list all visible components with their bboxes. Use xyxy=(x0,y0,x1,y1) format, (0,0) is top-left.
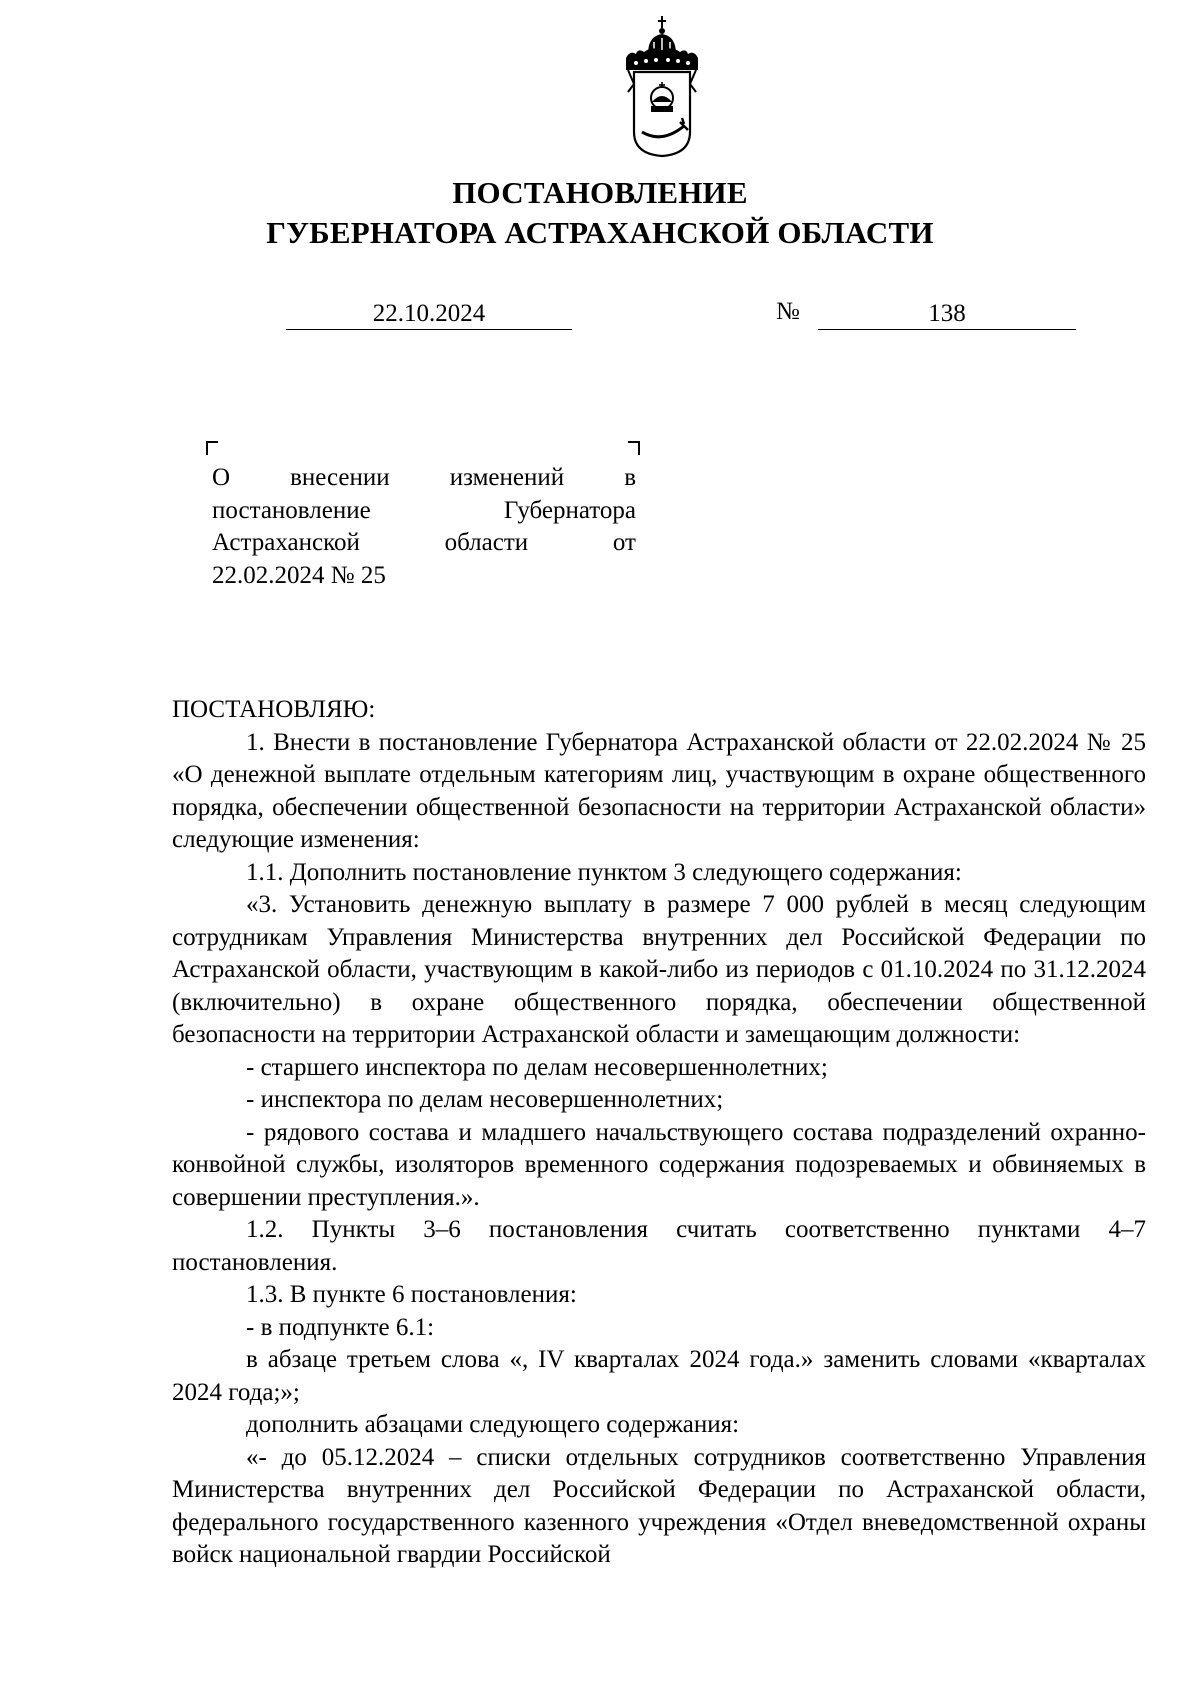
document-body xyxy=(172,694,1146,1572)
subject-word: изменений xyxy=(449,464,565,491)
body-paragraph: - инспектора по делам несовершеннолетних; xyxy=(246,1086,724,1113)
body-paragraph: - старшего инспектора по делам несовершеннолетних; xyxy=(246,1053,828,1081)
body-paragraph: 1.2. Пункты 3–6 постановления считать соответственно пунктами 4–7 постановления. xyxy=(172,1216,1146,1276)
subject-line-4: 22.02.2024 № 25 xyxy=(212,561,386,589)
body-paragraph: дополнить абзацами следующего содержания: xyxy=(246,1411,740,1438)
body-paragraph: 1. Внести в постановление Губернатора Астраханской области от 22.02.2024 № 25 «О денежной выплате отдельным категориям лиц, участвующим в охране общественного порядка, обеспечении общественной безопасности на территории Астраханской области» следующие изменения: xyxy=(172,728,1146,853)
document-subject xyxy=(212,462,636,592)
document-title-line2: ГУБЕРНАТОРА АСТРАХАНСКОЙ ОБЛАСТИ xyxy=(266,215,934,250)
subject-line-3 xyxy=(212,527,636,560)
astrakhan-coat-of-arms-icon xyxy=(624,14,700,158)
document-title-line1: ПОСТАНОВЛЕНИЕ xyxy=(452,175,748,210)
body-paragraph: в абзаце третьем слова «, IV кварталах 2024 года.» заменить словами «кварталах 2024 года;»; xyxy=(172,1346,1146,1406)
subject-corner-left xyxy=(206,441,218,455)
body-paragraph: - в подпункте 6.1: xyxy=(246,1313,435,1341)
body-paragraph: «- до 05.12.2024 – списки отдельных сотрудников соответственно Управления Министерства внутренних дел Российской Федерации по Астраханской области, федерального государственного казенного учреждения «Отдел вневедомственной охраны войск национальной гвардии Российской xyxy=(172,1443,1146,1568)
body-paragraph: 1.3. В пункте 6 постановления: xyxy=(246,1281,577,1308)
subject-line-1 xyxy=(212,462,636,495)
subject-word: от xyxy=(612,529,636,556)
number-sign: № xyxy=(776,298,800,325)
body-paragraph: «3. Установить денежную выплату в размере 7 000 рублей в месяц следующим сотрудникам Управления Министерства внутренних дел Российской Федерации по Астраханской области, участвующим в какой-либо из периодов с 01.10.2024 по 31.12.2024 (включительно) в охране общественного порядка, обеспечении общественной безопасности на территории Астраханской области и замещающим должности: xyxy=(172,891,1146,1048)
subject-word: в xyxy=(624,464,636,491)
subject-corner-right xyxy=(628,441,640,455)
subject-line-2 xyxy=(212,495,636,528)
subject-word: области xyxy=(444,529,529,556)
document-number: 138 xyxy=(818,300,1076,330)
subject-word: О xyxy=(212,464,231,491)
subject-word: Губернатора xyxy=(503,496,636,524)
body-paragraph: - рядового состава и младшего начальствующего состава подразделений охранно-конвойной службы, изоляторов временного содержания подозреваемых и обвиняемых в совершении преступления.». xyxy=(172,1118,1146,1211)
body-paragraph: 1.1. Дополнить постановление пунктом 3 следующего содержания: xyxy=(246,858,962,886)
subject-word: Астраханской xyxy=(212,529,360,556)
subject-word: внесении xyxy=(290,464,390,491)
resolve-heading: ПОСТАНОВЛЯЮ: xyxy=(172,696,376,723)
subject-word: постановление xyxy=(212,496,371,524)
document-date: 22.10.2024 xyxy=(286,300,572,330)
